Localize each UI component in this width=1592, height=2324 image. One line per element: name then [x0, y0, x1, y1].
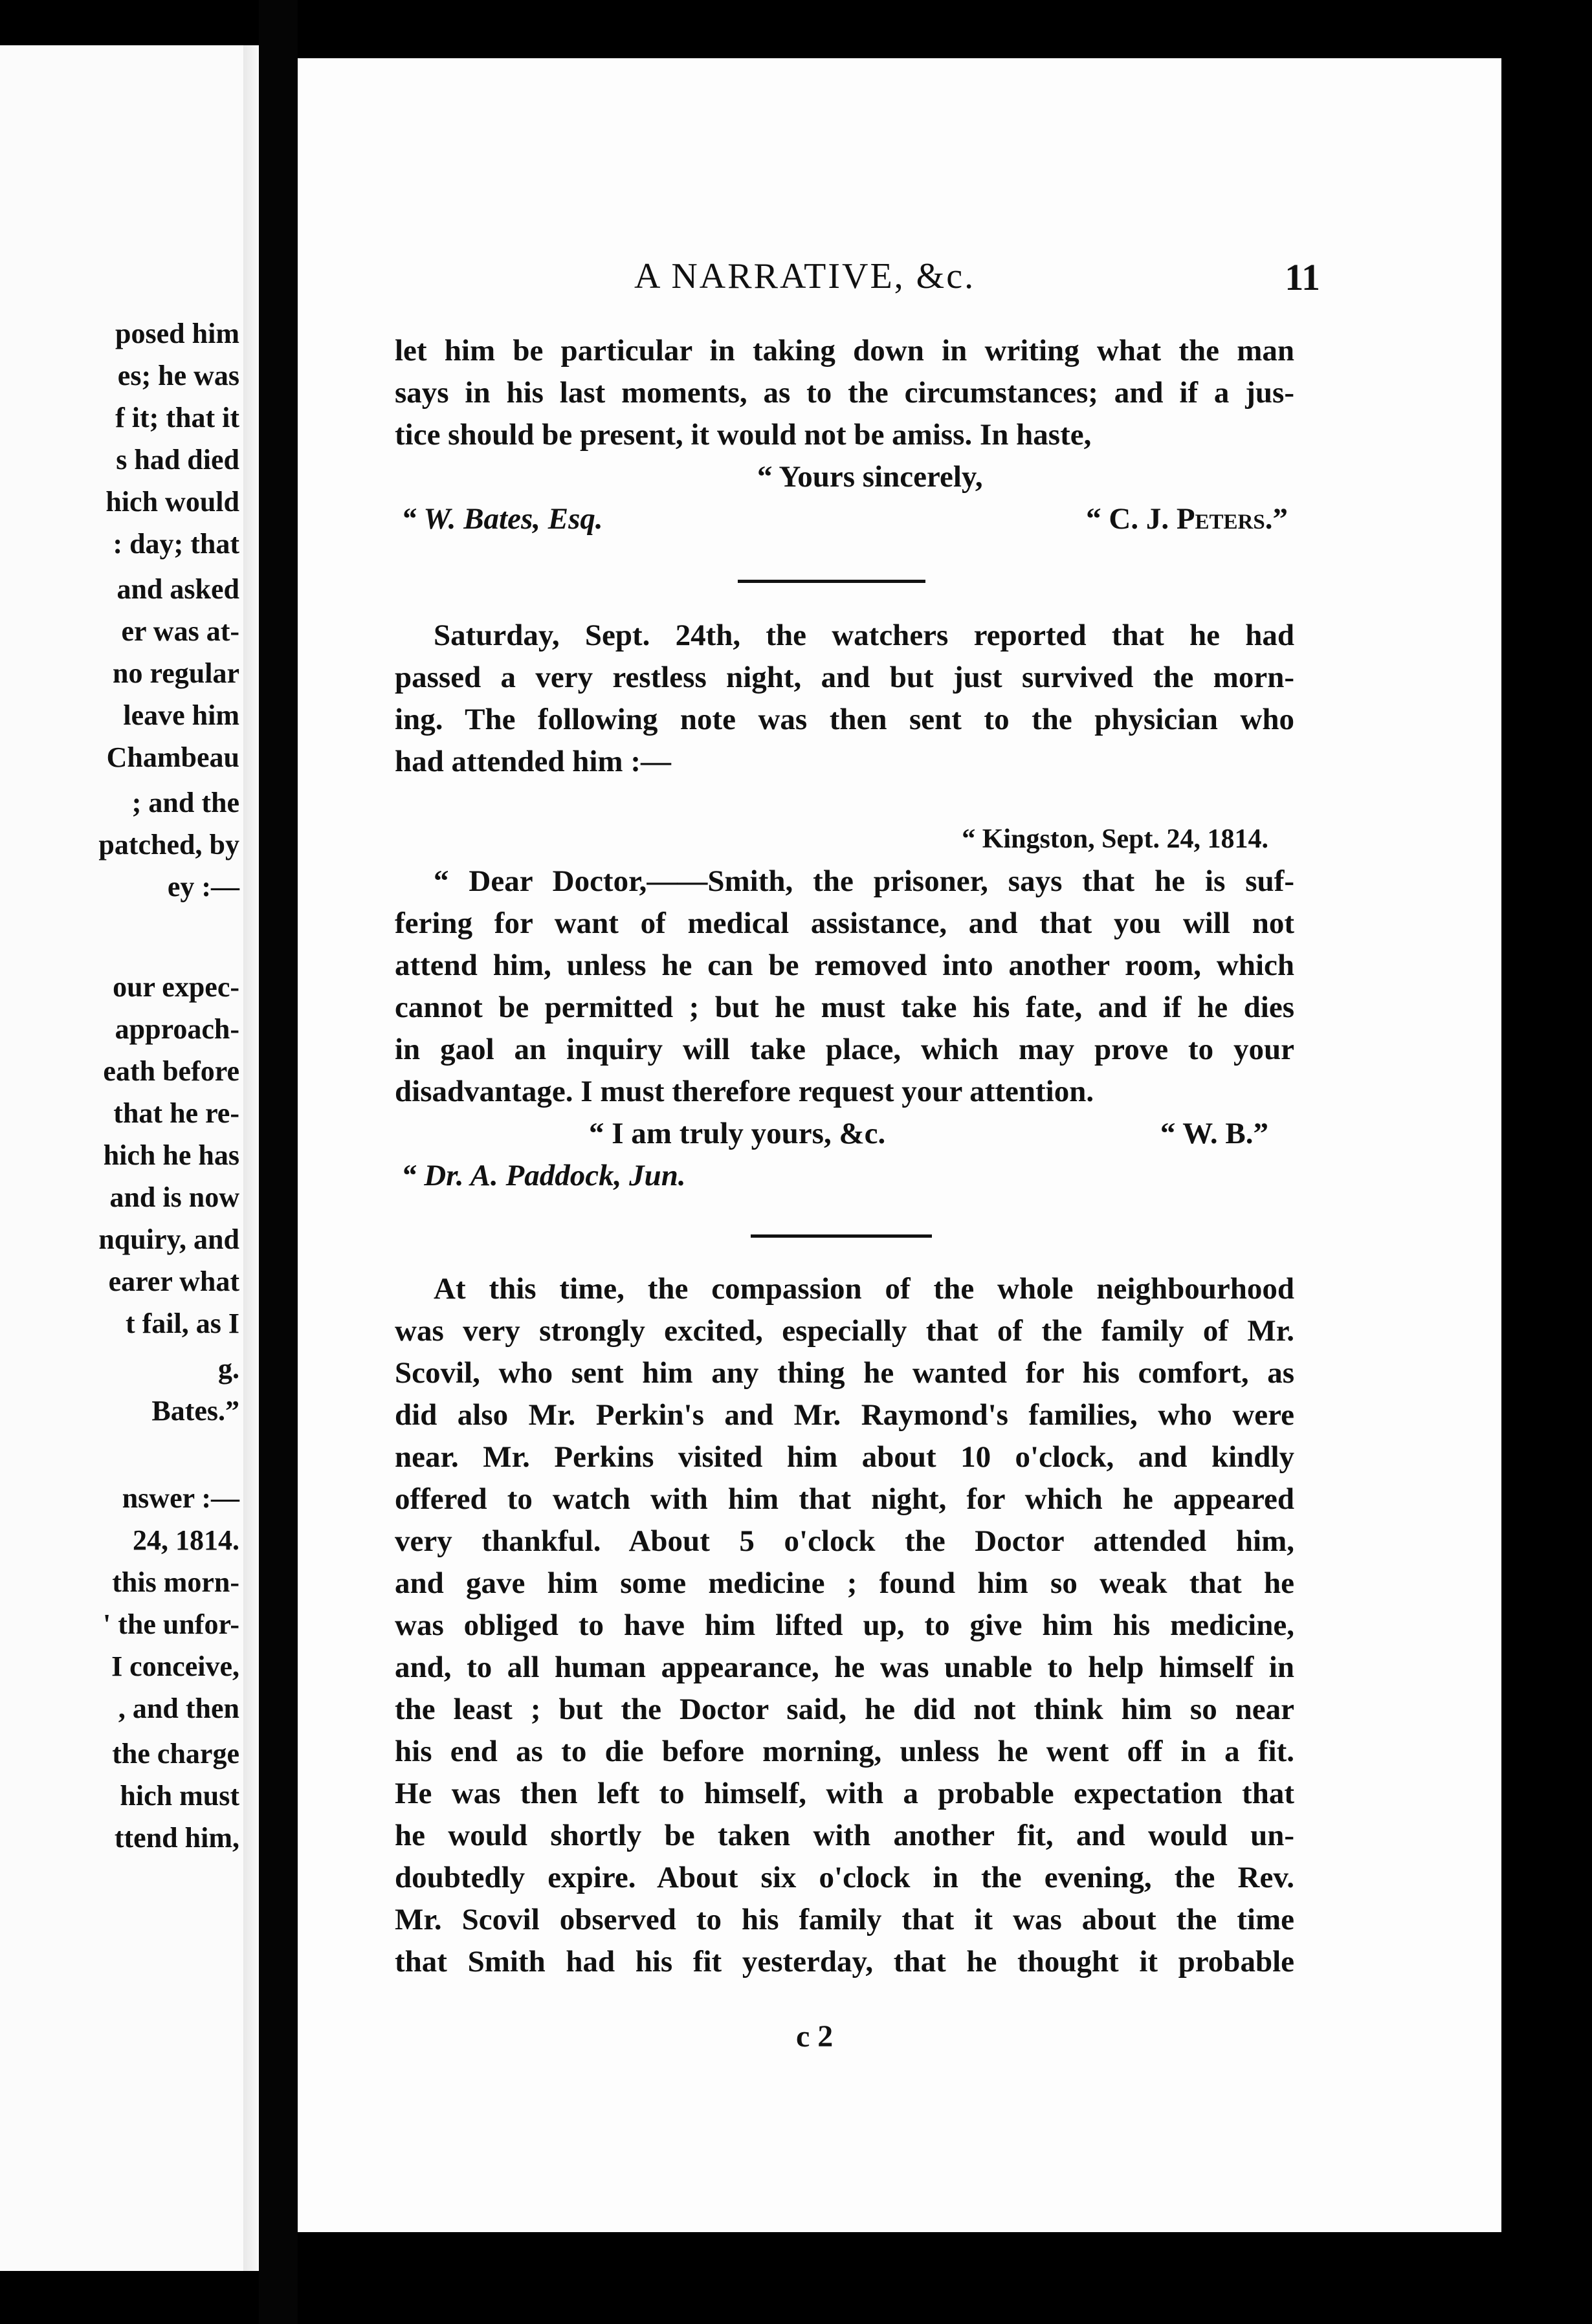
- left-page-line: nswer :—: [122, 1482, 239, 1514]
- left-page-line: er was at-: [121, 615, 239, 647]
- left-page-line: t fail, as I: [126, 1308, 239, 1339]
- text-line: was very strongly excited, especially that of the family of Mr.: [395, 1314, 1294, 1348]
- right-page: [298, 58, 1501, 2232]
- left-page-line: earer what: [108, 1266, 239, 1297]
- letter-addressee: “ W. Bates, Esq.: [401, 502, 603, 536]
- text-line: ing. The following note was then sent to the physician who: [395, 703, 1294, 736]
- text-line: and, to all human appearance, he was unable to help himself in: [395, 1650, 1294, 1684]
- text-line: was obliged to have him lifted up, to give him his medicine,: [395, 1608, 1294, 1642]
- text-line: had attended him :—: [395, 745, 671, 778]
- left-page-line: 24, 1814.: [133, 1524, 239, 1556]
- text-line: he would shortly be taken with another fit, and would un-: [395, 1819, 1294, 1852]
- page-number: 11: [1285, 256, 1320, 298]
- signature-mark: c 2: [796, 2019, 834, 2054]
- left-page-line: no regular: [113, 657, 239, 689]
- text-line: Scovil, who sent him any thing he wanted for his comfort, as: [395, 1356, 1294, 1390]
- letter-addressee: “ Dr. A. Paddock, Jun.: [401, 1159, 686, 1192]
- left-page-line: hich he has: [103, 1139, 239, 1171]
- left-page-line: s had died: [116, 444, 239, 476]
- text-line: that Smith had his fit yesterday, that he thought it probable: [395, 1945, 1294, 1979]
- text-line: and gave him some medicine ; found him so weak that he: [395, 1566, 1294, 1600]
- letter-closing-row: [395, 1113, 1294, 1155]
- left-page-line: g.: [218, 1353, 239, 1385]
- page-fold-shadow: [243, 45, 259, 2271]
- text-line: offered to watch with him that night, for which he appeared: [395, 1482, 1294, 1516]
- left-page-line: Chambeau: [106, 741, 239, 773]
- left-page-line: our expec-: [113, 971, 239, 1003]
- text-line: cannot be permitted ; but he must take his fate, and if he dies: [395, 991, 1294, 1024]
- text-line: passed a very restless night, and but just survived the morn-: [395, 661, 1294, 694]
- left-page-line: : day; that: [113, 528, 239, 560]
- left-page-line: ; and the: [131, 787, 239, 818]
- text-line: Saturday, Sept. 24th, the watchers reported that he had: [434, 619, 1294, 652]
- text-line: the least ; but the Doctor said, he did not think him so near: [395, 1693, 1294, 1726]
- left-page-line: that he re-: [113, 1097, 239, 1129]
- left-page-line: Bates.”: [151, 1395, 239, 1427]
- left-page-line: eath before: [103, 1055, 239, 1087]
- left-page-line: and asked: [116, 573, 239, 605]
- section-rule: [751, 1234, 932, 1238]
- left-page-line: and is now: [109, 1181, 239, 1213]
- left-page-line: hich must: [120, 1780, 239, 1812]
- left-page-line: nquiry, and: [98, 1223, 239, 1255]
- left-page-line: the charge: [112, 1738, 239, 1770]
- letter-initials: “ W. B.”: [1160, 1117, 1268, 1150]
- text-line: At this time, the compassion of the whole neighbourhood: [434, 1272, 1294, 1306]
- letter-signature: “ C. J. Peters.”: [1086, 502, 1288, 536]
- text-line: very thankful. About 5 o'clock the Doctor attended him,: [395, 1524, 1294, 1558]
- text-line: doubtedly expire. About six o'clock in the evening, the Rev.: [395, 1861, 1294, 1894]
- left-page-line: this morn-: [112, 1566, 239, 1598]
- text-line: his end as to die before morning, unless he went off in a fit.: [395, 1735, 1294, 1768]
- left-page-line: I conceive,: [111, 1650, 239, 1682]
- left-page-line: ey :—: [167, 871, 239, 903]
- text-line: near. Mr. Perkins visited him about 10 o'clock, and kindly: [395, 1440, 1294, 1474]
- left-page-fragment: [0, 45, 259, 2271]
- left-page-line: hich would: [105, 486, 239, 518]
- text-line: let him be particular in taking down in writing what the man: [395, 334, 1294, 367]
- letter-closing: “ I am truly yours, &c.: [589, 1117, 886, 1150]
- running-title: A NARRATIVE, &c.: [634, 256, 976, 296]
- book-gutter: [259, 0, 298, 2324]
- left-page-line: patched, by: [98, 829, 239, 861]
- left-page-line: approach-: [115, 1013, 239, 1045]
- letter-to-doctor: [395, 818, 1294, 1197]
- letter-dateline: “ Kingston, Sept. 24, 1814.: [962, 824, 1268, 854]
- section-rule: [738, 580, 925, 583]
- text-line: did also Mr. Perkin's and Mr. Raymond's families, who were: [395, 1398, 1294, 1432]
- left-page-line: , and then: [118, 1693, 239, 1724]
- text-line: He was then left to himself, with a probable expectation that: [395, 1777, 1294, 1810]
- text-line: in gaol an inquiry will take place, which may prove to your: [395, 1033, 1294, 1066]
- text-line: “ Dear Doctor,——Smith, the prisoner, says that he is suf-: [434, 864, 1294, 898]
- left-page-line: ' the unfor-: [102, 1608, 239, 1640]
- paragraph: [395, 615, 1294, 783]
- paragraph: [395, 1268, 1294, 1983]
- text-line: fering for want of medical assistance, and that you will not: [395, 906, 1294, 940]
- text-line: Mr. Scovil observed to his family that it was about the time: [395, 1903, 1294, 1936]
- text-line: attend him, unless he can be removed into another room, which: [395, 948, 1294, 982]
- text-line: disadvantage. I must therefore request your attention.: [395, 1075, 1094, 1108]
- letter-closing: “ Yours sincerely,: [757, 460, 983, 494]
- left-page-line: posed him: [115, 318, 239, 349]
- letter-signature-row: [395, 498, 1294, 540]
- text-line: says in his last moments, as to the circumstances; and if a jus-: [395, 376, 1294, 410]
- left-page-line: f it; that it: [115, 402, 239, 433]
- left-page-line: leave him: [123, 699, 239, 731]
- text-line: tice should be present, it would not be amiss. In haste,: [395, 418, 1092, 452]
- left-page-line: ttend him,: [114, 1822, 239, 1854]
- left-page-line: es; he was: [117, 360, 239, 391]
- letter-continuation: [395, 330, 1294, 540]
